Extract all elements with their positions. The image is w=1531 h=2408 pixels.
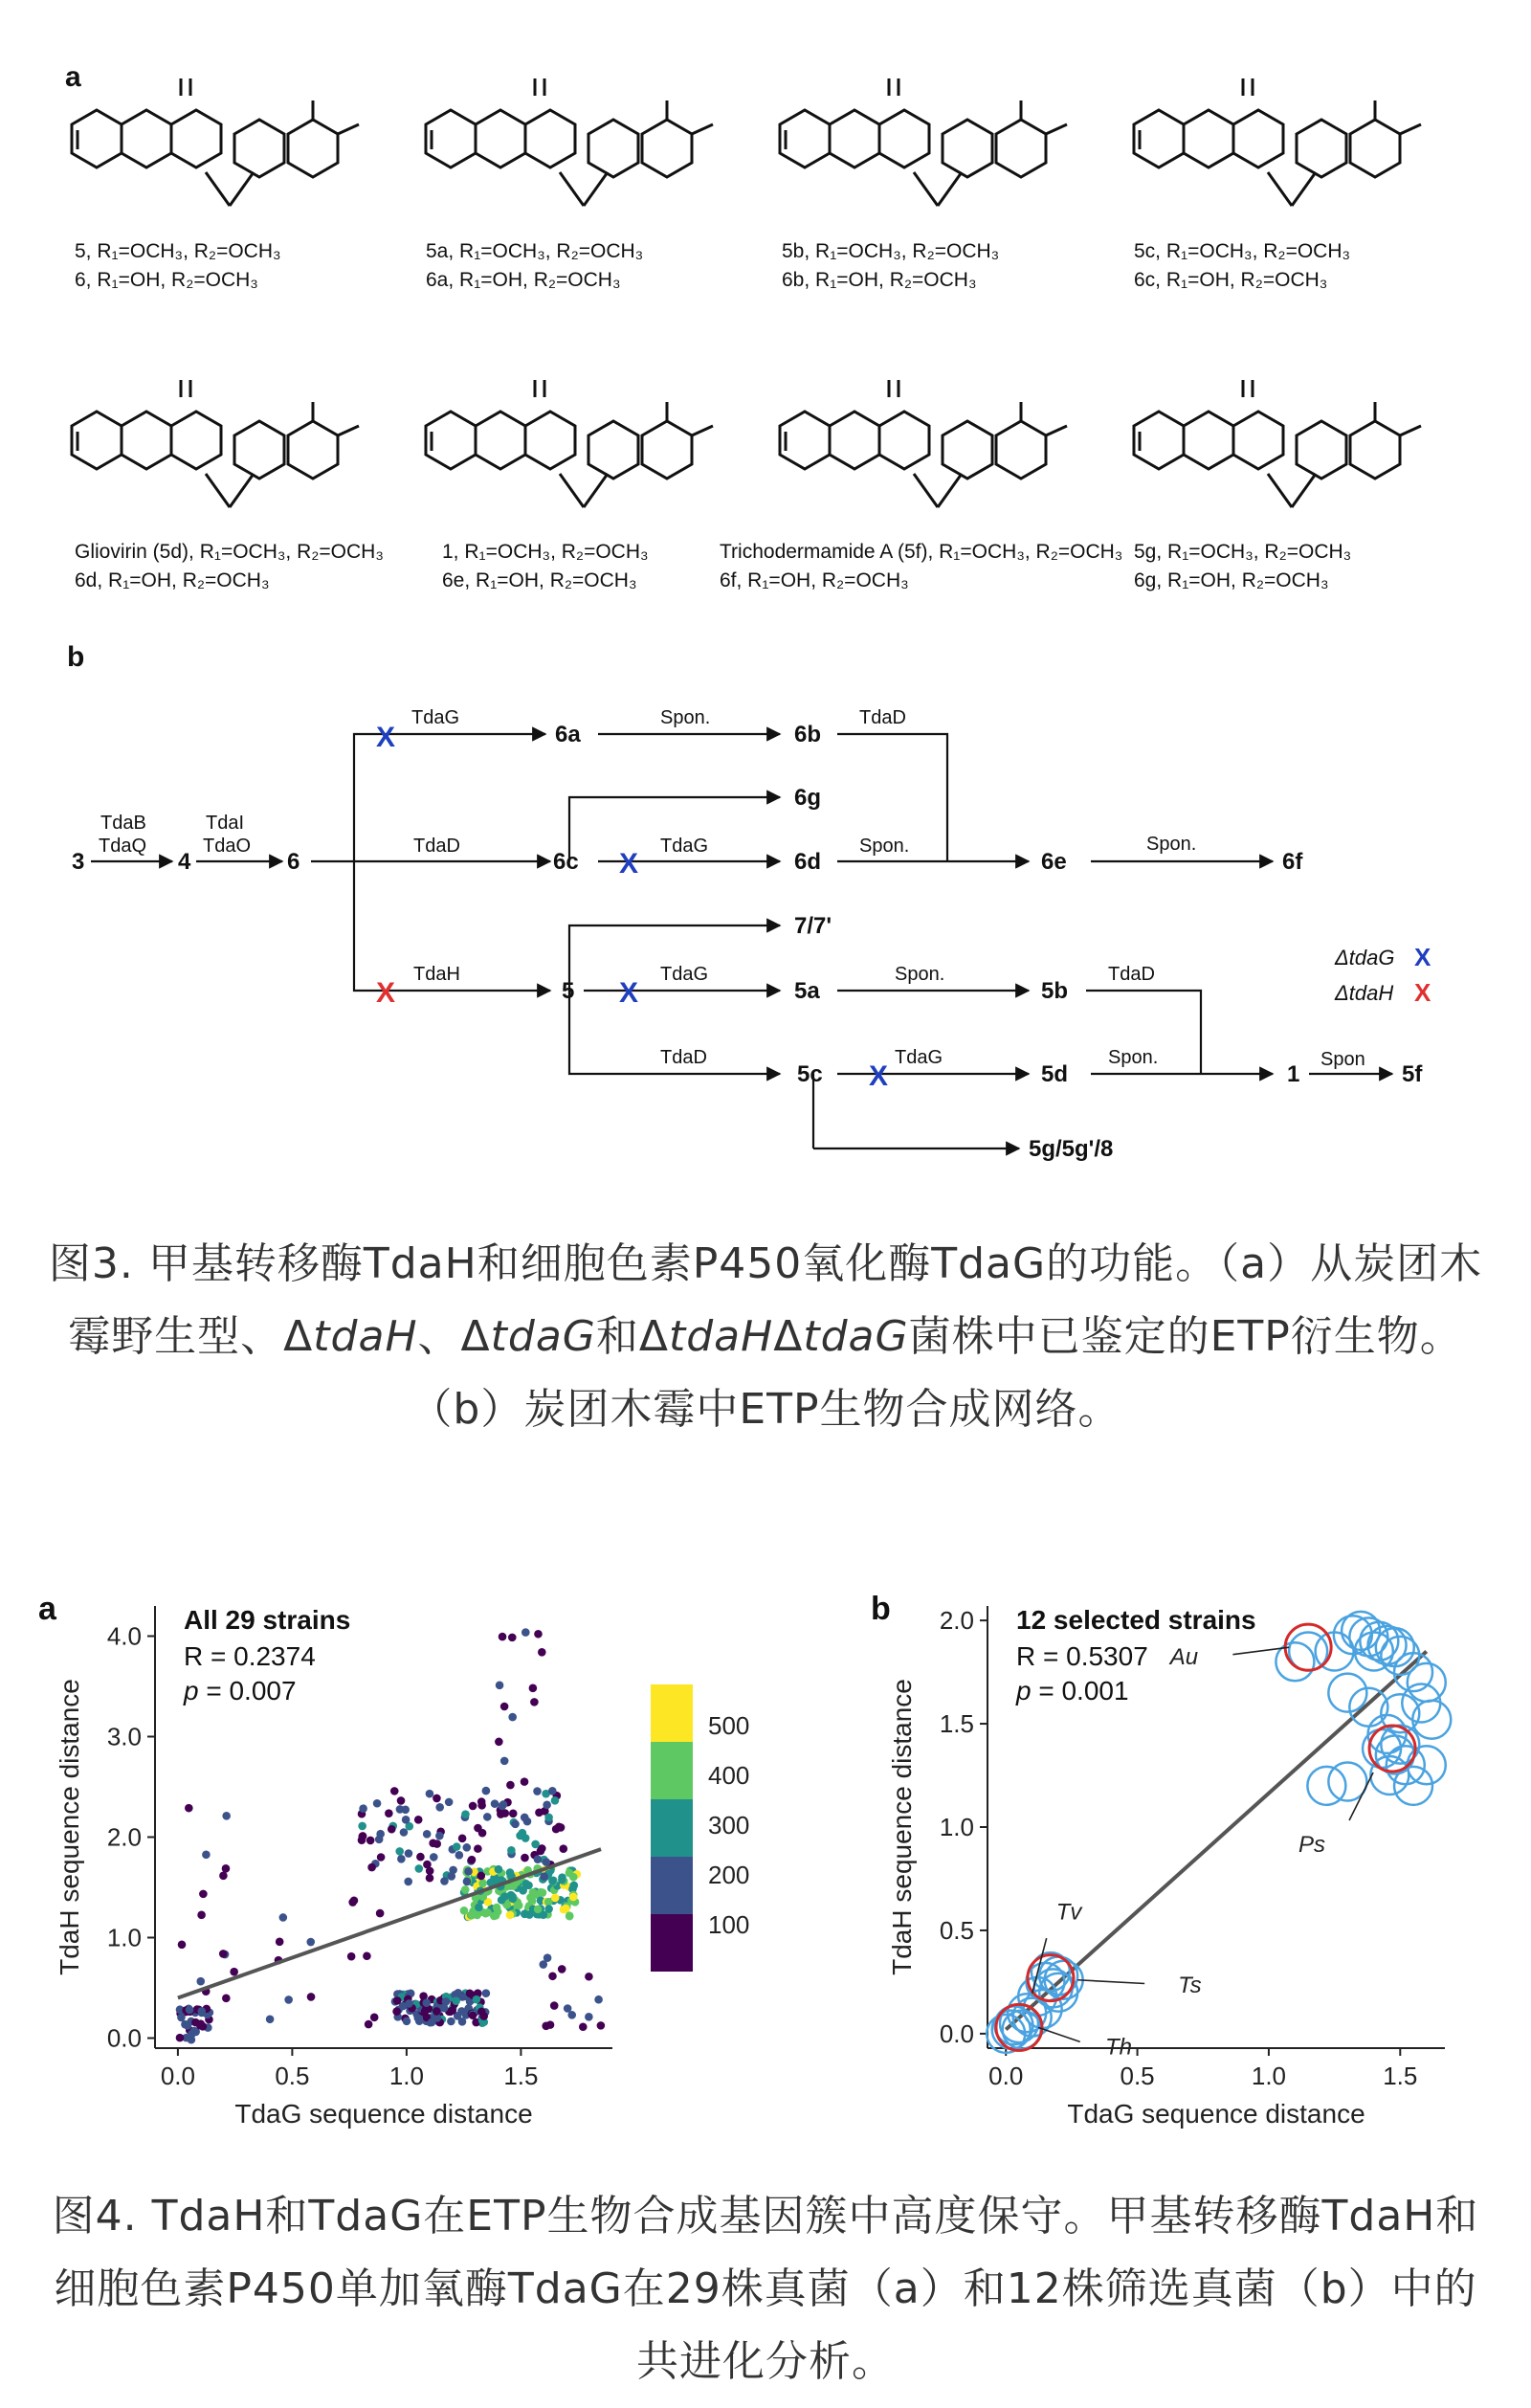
data-point [276, 1938, 284, 1947]
x-tick-label: 1.5 [1383, 2062, 1418, 2090]
data-point [483, 1813, 492, 1821]
data-point [402, 1816, 410, 1824]
data-point [543, 1801, 551, 1810]
data-point [1394, 1767, 1432, 1805]
data-point [497, 1810, 505, 1818]
data-point [468, 1911, 477, 1920]
colorbar-segment [651, 1684, 693, 1742]
panel-b-label: b [67, 641, 85, 673]
data-point [594, 1996, 603, 2004]
data-point [416, 1853, 425, 1862]
data-point [454, 1989, 462, 1997]
data-point [506, 1781, 515, 1790]
colorbar-segment [651, 1799, 693, 1857]
data-point [475, 1904, 483, 1912]
data-point [496, 1682, 504, 1690]
data-point [543, 1858, 551, 1866]
data-point [534, 1906, 543, 1914]
data-point [392, 2007, 401, 2016]
data-point [597, 2021, 606, 2030]
data-point [493, 1904, 501, 1912]
data-point [463, 1878, 472, 1886]
data-point [453, 1842, 461, 1851]
data-point [511, 1820, 520, 1829]
data-point [530, 1698, 539, 1706]
node-5b: 5b [1041, 978, 1069, 1004]
enzyme-label: TdaG [411, 707, 460, 728]
data-point [405, 1849, 413, 1858]
data-point [537, 1847, 545, 1856]
data-point [483, 1908, 492, 1917]
enzyme-label: TdaD [1108, 964, 1155, 985]
data-point [474, 1844, 482, 1853]
data-point [440, 1877, 449, 1885]
data-point [429, 1839, 437, 1848]
data-point [585, 2013, 593, 2021]
data-point [196, 1977, 205, 1986]
enzyme-tdaB: TdaB [100, 813, 146, 834]
data-point [202, 1851, 211, 1860]
knockout-tdaG-mark: X [619, 977, 639, 1009]
data-point [266, 2015, 275, 2023]
x-tick-label: 1.0 [388, 2062, 424, 2090]
data-point [464, 1867, 473, 1876]
data-point [279, 1913, 288, 1922]
enzyme-label: TdaG [895, 1047, 943, 1068]
y-tick-label: 1.0 [939, 1813, 974, 1841]
data-point [219, 1872, 228, 1881]
x-axis-label: TdaG sequence distance [234, 2099, 533, 2129]
structure-label: 1, R₁=OCH₃, R₂=OCH₃ 6e, R₁=OH, R₂=OCH₃ [442, 541, 649, 591]
data-point [435, 1803, 444, 1812]
data-point [461, 1810, 470, 1818]
data-point [393, 1996, 402, 2005]
stat-r: R = 0.5307 [1016, 1641, 1148, 1671]
data-point [506, 1911, 515, 1920]
data-point [548, 1787, 557, 1795]
data-point [186, 2006, 194, 2015]
data-point [196, 2021, 205, 2030]
data-point [544, 1814, 553, 1822]
data-point [284, 1996, 293, 2004]
data-point [347, 1952, 356, 1961]
node-5g: 5g/5g'/8 [1029, 1136, 1114, 1162]
node-1: 1 [1287, 1061, 1300, 1087]
structure-label: 5c, R₁=OCH₃, R₂=OCH₃ 6c, R₁=OH, R₂=OCH₃ [1134, 240, 1351, 291]
annotation-arrow [1038, 2027, 1080, 2041]
data-point [551, 1796, 560, 1805]
data-point [557, 1823, 566, 1832]
data-point [498, 1896, 506, 1905]
knockout-tdaH-mark: X [376, 977, 396, 1009]
data-point [564, 2004, 572, 2013]
data-point [529, 1684, 538, 1693]
data-point [367, 1863, 376, 1872]
enzyme-label: TdaG [660, 964, 709, 985]
y-tick-label: 0.5 [939, 1915, 974, 1945]
x-tick-label: 0.0 [160, 2062, 195, 2090]
fit-line [178, 1849, 601, 1997]
data-point [401, 1806, 410, 1815]
y-axis-label: TdaH sequence distance [55, 1679, 84, 1975]
data-point [452, 1996, 460, 2005]
data-point [385, 1809, 393, 1817]
data-point [491, 1799, 499, 1808]
data-point [544, 1953, 552, 1962]
data-point [539, 1888, 547, 1897]
data-point [548, 1877, 557, 1885]
data-point [460, 1906, 469, 1915]
node-5: 5 [562, 978, 575, 1004]
data-point [477, 1872, 485, 1881]
node-6a: 6a [555, 722, 581, 747]
data-point [569, 1882, 578, 1890]
data-point [521, 1628, 530, 1637]
enzyme-label: TdaD [660, 1047, 707, 1068]
annotation-arrow [1349, 1773, 1373, 1820]
enzyme-label: TdaH [413, 964, 460, 985]
data-point [197, 1911, 206, 1920]
data-point [509, 1894, 518, 1903]
data-point [540, 1872, 548, 1881]
node-5c: 5c [797, 1061, 823, 1087]
stat-p: p = 0.001 [1016, 1676, 1129, 1706]
data-point [222, 1995, 231, 2003]
data-point [1328, 1763, 1366, 1801]
data-point [377, 1853, 386, 1862]
data-point [559, 1844, 567, 1853]
node-6c: 6c [553, 849, 579, 875]
data-point [433, 2007, 441, 2016]
colorbar-label: 500 [708, 1711, 750, 1740]
panel-label: a [38, 1591, 56, 1627]
data-point [430, 1853, 438, 1862]
data-point [455, 1851, 464, 1860]
panel-a-label: a [65, 61, 81, 93]
x-tick-label: 1.0 [1251, 2062, 1287, 2090]
y-tick-label: 1.0 [106, 1923, 142, 1952]
node-6g: 6g [794, 785, 822, 811]
data-point [423, 1830, 432, 1839]
enzyme-tdaQ: TdaQ [99, 836, 147, 857]
y-tick-label: 2.0 [939, 1606, 974, 1636]
data-point [222, 1864, 231, 1873]
annotation-label: Th [1104, 2034, 1132, 2061]
data-point [469, 2011, 477, 2019]
data-point [222, 1812, 231, 1820]
data-point [421, 2007, 430, 2016]
data-point [521, 1777, 529, 1786]
data-point [579, 2022, 588, 2031]
x-tick-label: 0.5 [275, 2062, 310, 2090]
y-tick-label: 2.0 [106, 1822, 142, 1852]
data-point [458, 1835, 467, 1843]
data-point [197, 2007, 206, 2016]
data-point [461, 1885, 470, 1894]
data-point [500, 1703, 509, 1711]
node-5f: 5f [1402, 1061, 1423, 1087]
data-point [359, 1804, 367, 1813]
data-point [507, 1846, 516, 1855]
structure-label: Gliovirin (5d), R₁=OCH₃, R₂=OCH₃ 6d, R₁=OH, R₂=OCH₃ [75, 541, 384, 591]
data-point [463, 1843, 472, 1852]
y-tick-label: 4.0 [106, 1621, 142, 1651]
enzyme-label: TdaD [413, 836, 460, 857]
node-4: 4 [178, 849, 191, 875]
data-point [569, 1873, 578, 1882]
stat-p: p = 0.007 [184, 1676, 297, 1706]
data-point [414, 1864, 423, 1873]
data-point [521, 1909, 529, 1918]
knockout-tdaG-mark: X [619, 848, 639, 880]
data-point [188, 2030, 196, 2039]
structure-label: 5a, R₁=OCH₃, R₂=OCH₃ 6a, R₁=OH, R₂=OCH₃ [426, 240, 644, 291]
data-point [306, 1938, 315, 1947]
structure-label: Trichodermamide A (5f), R₁=OCH₃, R₂=OCH₃ 6f, R₁=OH, R₂=OCH₃ [720, 541, 1123, 591]
data-point [426, 1790, 434, 1798]
data-point [395, 1847, 404, 1856]
colorbar-label: 200 [708, 1861, 750, 1889]
data-point [185, 1804, 193, 1813]
data-point [499, 1633, 507, 1641]
data-point [390, 1787, 399, 1795]
node-6d: 6d [794, 849, 822, 875]
data-point [414, 1816, 423, 1824]
node-6b: 6b [794, 722, 822, 747]
chart-title: All 29 strains [184, 1605, 351, 1635]
node-5d: 5d [1041, 1061, 1069, 1087]
node-6f: 6f [1282, 849, 1303, 875]
annotation-label: Au [1169, 1644, 1199, 1671]
data-point [230, 1968, 238, 1976]
data-point [499, 1800, 508, 1809]
data-point [1408, 1746, 1446, 1784]
enzyme-label: Spon. [895, 964, 945, 985]
data-point [199, 1890, 208, 1899]
data-point [366, 1837, 375, 1845]
data-point [521, 1814, 529, 1822]
enzyme-label: Spon. [859, 836, 910, 857]
y-tick-label: 0.0 [939, 2018, 974, 2048]
knockout-tdaG-mark: X [376, 722, 396, 753]
x-tick-label: 1.5 [503, 2062, 539, 2090]
data-point [473, 1996, 481, 2004]
data-point [458, 2018, 467, 2026]
data-point [376, 1909, 385, 1918]
data-point [428, 2018, 436, 2027]
data-point [358, 1832, 366, 1840]
data-point [370, 2014, 379, 2022]
data-point [466, 1990, 475, 1998]
data-point [542, 2021, 550, 2030]
data-point [533, 1787, 542, 1795]
colorbar-label: 400 [708, 1761, 750, 1790]
data-point [538, 1648, 546, 1657]
data-point [585, 1973, 593, 1981]
data-point [388, 1825, 396, 1834]
colorbar-label: 100 [708, 1910, 750, 1939]
panel-label: b [871, 1591, 891, 1627]
data-point [558, 1876, 566, 1884]
data-point [500, 1757, 509, 1766]
data-point [447, 2018, 455, 2026]
data-point [566, 1911, 574, 1920]
data-point [178, 1940, 187, 1949]
structure-label: 5, R₁=OCH₃, R₂=OCH₃ 6, R₁=OH, R₂=OCH₃ [75, 240, 281, 291]
colorbar-segment [651, 1857, 693, 1914]
data-point [422, 1998, 431, 2007]
data-point [363, 1951, 371, 1960]
structure-label: 5b, R₁=OCH₃, R₂=OCH₃ 6b, R₁=OH, R₂=OCH₃ [782, 240, 1000, 291]
data-point [423, 1861, 432, 1869]
data-point [445, 1798, 454, 1807]
stat-r: R = 0.2374 [184, 1641, 316, 1671]
y-axis-label: TdaH sequence distance [887, 1679, 917, 1975]
data-point [397, 1796, 406, 1805]
data-point [482, 1989, 491, 1997]
data-point [350, 1896, 359, 1905]
enzyme-tdaI: TdaI [206, 813, 245, 834]
data-point [447, 1872, 455, 1881]
data-point [376, 1830, 385, 1839]
data-point [521, 1854, 529, 1862]
data-point [560, 1906, 568, 1914]
data-point [516, 1832, 524, 1840]
data-point [558, 1965, 566, 1973]
data-point [468, 1856, 477, 1864]
data-point [569, 1893, 578, 1902]
data-point [474, 1824, 482, 1833]
data-point [358, 1822, 366, 1831]
figure4 [0, 1550, 1531, 2408]
data-point [405, 1999, 413, 2008]
data-point [404, 1878, 412, 1886]
data-point [534, 1855, 543, 1863]
data-point [442, 1997, 451, 2006]
data-point [508, 1634, 517, 1642]
y-tick-label: 3.0 [106, 1722, 142, 1751]
legend-tdaH: ΔtdaH [1335, 981, 1394, 1005]
annotation-label: Tv [1055, 1899, 1082, 1926]
knockout-tdaG-mark: X [869, 1060, 889, 1092]
scatter-chart-a [0, 1550, 766, 2163]
data-point [495, 1865, 503, 1874]
data-point [550, 2001, 559, 2010]
enzyme-label: TdaG [660, 836, 709, 857]
data-point [477, 2007, 486, 2016]
data-point [469, 1802, 477, 1811]
enzyme-label: Spon [1320, 1049, 1365, 1070]
annotation-label: Ts [1178, 1972, 1202, 1998]
data-point [403, 2018, 411, 2026]
data-point [544, 1905, 553, 1913]
legend-tdaG: ΔtdaG [1335, 946, 1395, 970]
data-point [515, 1902, 523, 1910]
data-point [509, 1810, 518, 1818]
data-point [426, 1874, 434, 1883]
x-tick-label: 0.5 [1120, 2062, 1155, 2090]
legend-tdaH-mark: X [1414, 978, 1431, 1007]
x-tick-label: 0.0 [988, 2062, 1024, 2090]
data-point [534, 1630, 543, 1639]
legend-tdaG-mark: X [1414, 943, 1431, 971]
figure4-caption: 图4. TdaH和TdaG在ETP生物合成基因簇中高度保守。甲基转移酶TdaH和细胞色素P450单加氧酶TdaG在29株真菌（a）和12株筛选真菌（b）中的共进化分析。 [52, 2192, 1479, 2386]
data-point [508, 1713, 517, 1722]
data-point [495, 1738, 503, 1747]
y-tick-label: 1.5 [939, 1709, 974, 1739]
data-point [307, 1993, 316, 2001]
data-point [1328, 1674, 1366, 1712]
data-point [400, 1828, 409, 1837]
colorbar-label: 300 [708, 1811, 750, 1839]
colorbar-segment [651, 1742, 693, 1799]
node-6: 6 [287, 849, 300, 875]
annotation-arrow [1077, 1980, 1144, 1984]
structure-label: 5g, R₁=OCH₃, R₂=OCH₃ 6g, R₁=OH, R₂=OCH₃ [1134, 541, 1352, 591]
data-point [413, 2014, 422, 2022]
enzyme-label: Spon. [660, 707, 711, 728]
figure3-caption: 图3. 甲基转移酶TdaH和细胞色素P450氧化酶TdaG的功能。（a）从炭团木霉野生型、ΔtdaH、ΔtdaG和ΔtdaHΔtdaG菌株中已鉴定的ETP衍生物。（b）炭团木霉中ETP生物合成网络。 [48, 1239, 1483, 1434]
node-7: 7/7' [794, 913, 832, 939]
enzyme-label: TdaD [859, 707, 906, 728]
data-point [433, 1795, 441, 1803]
data-point [551, 1894, 560, 1903]
enzyme-label: Spon. [1108, 1047, 1159, 1068]
y-tick-label: 0.0 [106, 2023, 142, 2053]
data-point [219, 1950, 228, 1958]
chart-title: 12 selected strains [1016, 1605, 1256, 1635]
enzyme-label: Spon. [1146, 834, 1197, 855]
data-point [482, 1787, 491, 1795]
data-point [435, 1832, 444, 1840]
data-point [176, 2034, 185, 2042]
data-point [531, 1840, 540, 1849]
scatter-chart-b [766, 1550, 1531, 2163]
data-point [373, 1799, 382, 1808]
data-point [397, 1855, 406, 1863]
node-5a: 5a [794, 978, 820, 1004]
data-point [548, 1972, 557, 1980]
node-3: 3 [72, 849, 85, 875]
annotation-label: Ps [1298, 1831, 1326, 1858]
node-6e: 6e [1041, 849, 1067, 875]
data-point [365, 2020, 373, 2029]
enzyme-tdaO: TdaO [203, 836, 252, 857]
data-point [184, 2021, 192, 2030]
data-point [521, 1880, 530, 1888]
data-point [477, 1801, 486, 1810]
x-axis-label: TdaG sequence distance [1067, 2099, 1365, 2129]
data-point [478, 1879, 487, 1887]
colorbar-segment [651, 1914, 693, 1972]
